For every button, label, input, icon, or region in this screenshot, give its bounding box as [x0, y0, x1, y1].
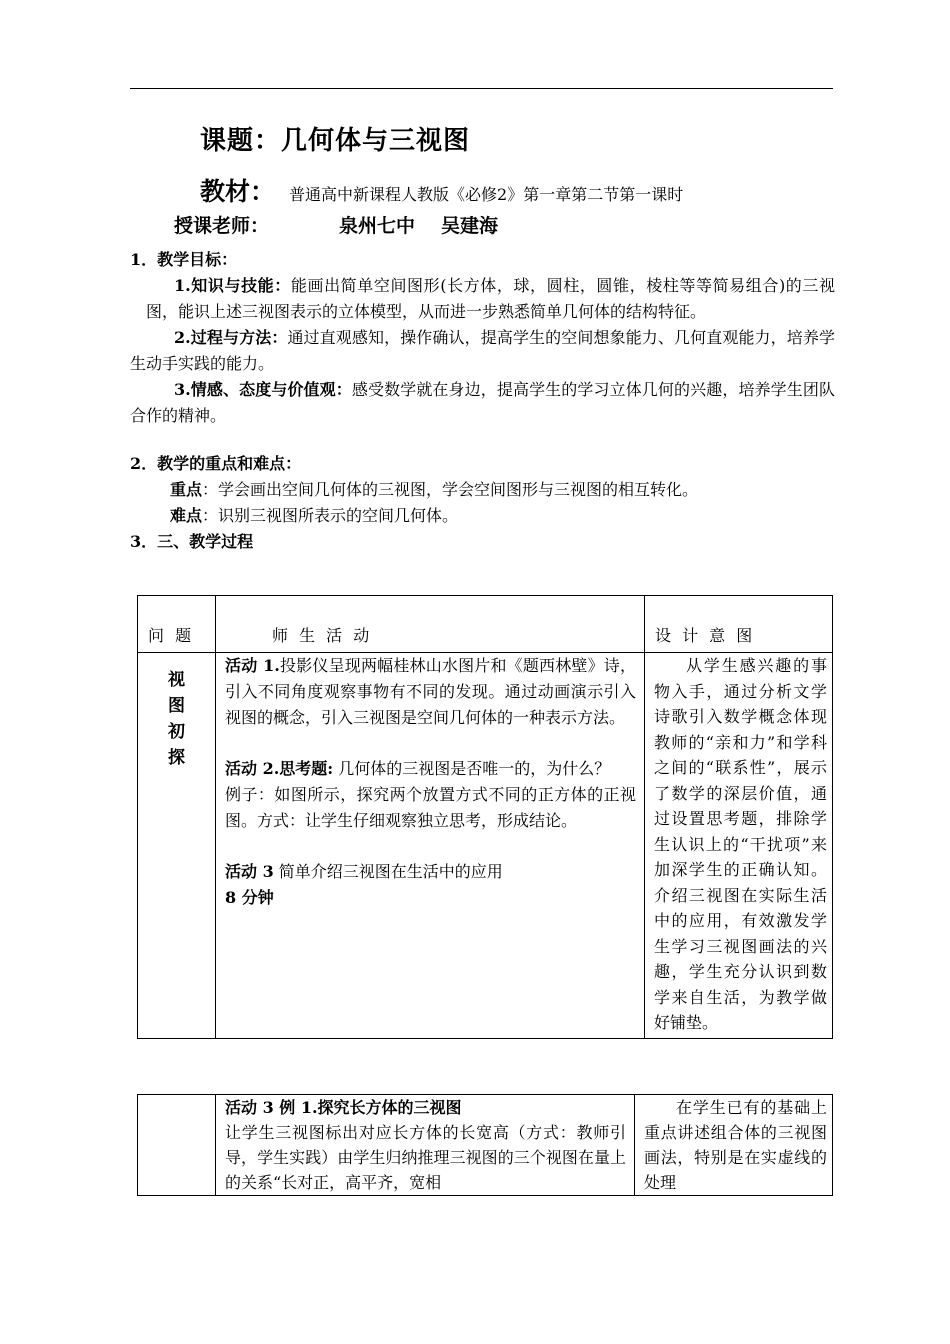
table-row — [138, 1095, 833, 1196]
goal-emotion — [130, 377, 835, 429]
activity-2-label: 活动 2.思考题: — [225, 759, 334, 778]
header-activity: 师 生 活 动 — [216, 596, 645, 653]
header-topic: 问 题 — [138, 596, 216, 653]
design-intent-text: 从学生感兴趣的事物入手，通过分析文学诗歌引入数学概念体现教师的“亲和力”和学科之间的“联系性”，展示了数学的深层价值，通过设置思考题，排除学生认识上的“干扰项”来加深学生的正确认知。介绍三视图在实际生活中的应用，有效激发学生学习三视图画法的兴趣，学生充分认识到数学来自生活，为教学做好铺垫。 — [654, 656, 827, 1032]
key-point-text: ：学会画出空间几何体的三视图，学会空间图形与三视图的相互转化。 — [202, 480, 699, 499]
goal-knowledge-text: 能画出简单空间图形(长方体，球，圆柱，圆锥，棱柱等等简易组合)的三视图，能识上述三视图表示的立体模型，从而进一步熟悉简单几何体的结构特征。 — [146, 276, 835, 321]
school-name: 泉州七中 — [339, 215, 416, 237]
activity-example-text: 让学生三视图标出对应长方体的长宽高（方式：教师引导，学生实践）由学生归纳推理三视图的三个视图在量上的关系“长对正，高平齐，宽相 — [225, 1123, 626, 1192]
topic-char: 初 — [168, 722, 185, 742]
activity-1-label: 活动 1. — [225, 656, 280, 675]
activity-2-example: 例子：如图所示，探究两个放置方式不同的正方体的正视图。方式：让学生仔细观察独立思考，形成结论。 — [225, 785, 636, 830]
topic-char: 探 — [168, 748, 185, 768]
goal-emotion-text: 感受数学就在身边，提高学生的学习立体几何的兴趣，培养学生团队合作的精神。 — [130, 380, 835, 425]
intent-cell — [645, 653, 833, 1039]
goal-process-text: 通过直观感知，操作确认，提高学生的空间想象能力、几何直观能力，培养学生动手实践的能力。 — [130, 328, 835, 373]
key-point-label: 重点 — [170, 480, 203, 499]
key-point — [130, 477, 835, 503]
teaching-process-table — [137, 595, 833, 1039]
textbook-label: 教材： — [200, 177, 276, 206]
goal-knowledge-label: 1.知识与技能： — [174, 276, 291, 295]
section-process-heading: 3．三、教学过程 — [130, 532, 254, 551]
activity-3-text: 简单介绍三视图在生活中的应用 — [273, 862, 503, 881]
teacher-line — [174, 211, 498, 238]
topic-char: 图 — [168, 696, 185, 716]
goal-emotion-label: 3.情感、态度与价值观： — [174, 380, 352, 399]
lesson-body — [130, 247, 835, 555]
table-row — [138, 653, 833, 1039]
activity-2-text: 几何体的三视图是否唯一的，为什么？ — [333, 759, 611, 778]
goal-process — [130, 325, 835, 377]
teacher-name: 吴建海 — [441, 215, 499, 237]
topic-char: 视 — [168, 670, 185, 690]
activity-3-label: 活动 3 — [225, 862, 274, 881]
difficult-point-text: ：识别三视图所表示的空间几何体。 — [202, 506, 459, 525]
activity-cell — [216, 1095, 635, 1196]
topic-cell-empty — [138, 1095, 216, 1196]
teacher-label: 授课老师： — [174, 215, 270, 237]
table-header-row — [138, 596, 833, 653]
intent-cell — [635, 1095, 833, 1196]
activity-cell — [216, 653, 645, 1039]
teaching-process-table-continued — [137, 1094, 833, 1196]
section-objectives-heading: 1．教学目标： — [130, 250, 238, 269]
design-intent-text-2: 在学生已有的基础上重点讲述组合体的三视图画法，特别是在实虚线的处理 — [644, 1098, 827, 1192]
activity-3 — [225, 859, 636, 885]
activity-2 — [225, 756, 636, 782]
goal-process-label: 2.过程与方法： — [174, 328, 288, 347]
top-rule — [130, 88, 833, 89]
difficult-point-label: 难点 — [170, 506, 203, 525]
textbook-line — [200, 172, 683, 208]
header-intent: 设 计 意 图 — [645, 596, 833, 653]
difficult-point — [130, 503, 835, 529]
activity-1 — [225, 653, 636, 731]
section-key-points-heading: 2．教学的重点和难点： — [130, 454, 302, 473]
activity-example-label: 活动 3 例 1.探究长方体的三视图 — [225, 1098, 462, 1117]
goal-knowledge — [130, 273, 835, 325]
activity-1-text: 投影仪呈现两幅桂林山水图片和《题西林壁》诗，引入不同角度观察事物有不同的发现。通过动画演示引入视图的概念，引入三视图是空间几何体的一种表示方法。 — [225, 656, 636, 727]
activity-time: 8 分钟 — [225, 888, 274, 907]
topic-cell — [138, 653, 216, 1039]
lesson-title: 课题：几何体与三视图 — [200, 126, 471, 156]
textbook-value: 普通高中新课程人教版《必修2》第一章第二节第一课时 — [289, 185, 684, 204]
